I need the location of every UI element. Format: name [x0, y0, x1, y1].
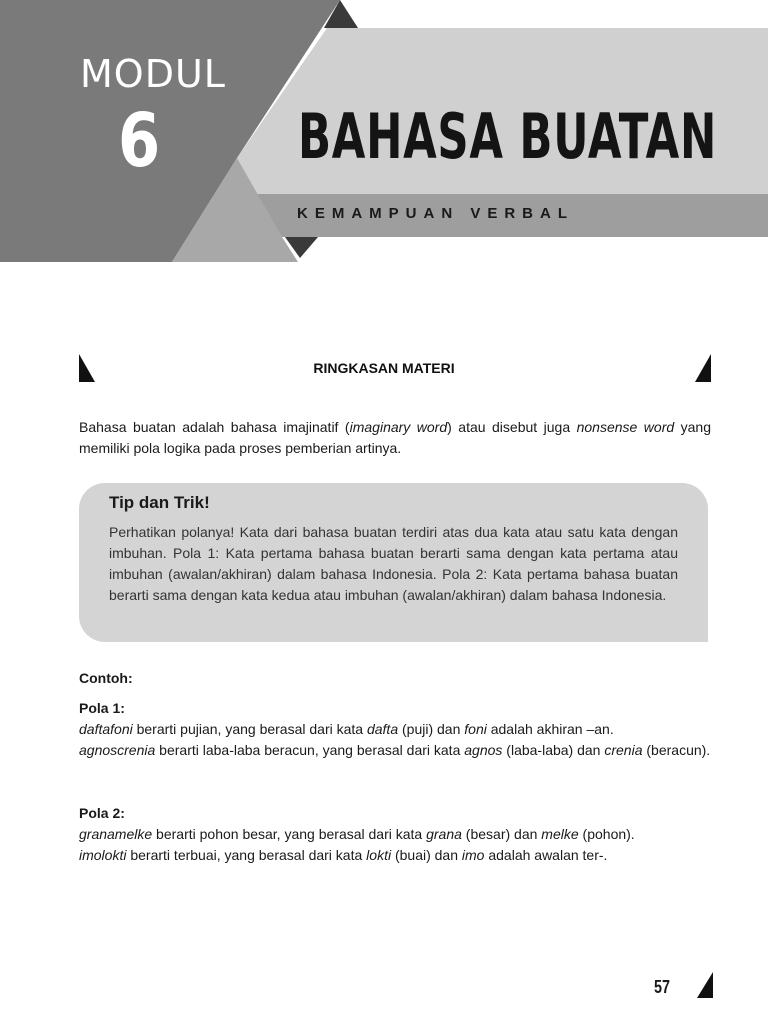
example-term: granamelke — [79, 826, 153, 842]
intro-term: imaginary word — [349, 419, 448, 435]
page-number: 57 — [654, 977, 671, 997]
example-line — [79, 845, 711, 866]
example-line — [79, 740, 711, 761]
example-term: lokti — [366, 847, 392, 863]
intro-paragraph — [79, 417, 711, 459]
example-text: (pohon). — [578, 826, 635, 842]
page-corner-mark-icon — [697, 972, 713, 1000]
example-line — [79, 824, 711, 845]
example-term: foni — [464, 721, 487, 737]
example-term: grana — [426, 826, 462, 842]
example-text: adalah awalan ter-. — [484, 847, 608, 863]
example-text: berarti pujian, yang berasal dari kata — [132, 721, 367, 737]
example-text: (beracun). — [642, 742, 711, 758]
intro-text: Bahasa buatan adalah bahasa imajinatif ( — [79, 419, 350, 435]
pola-1-label: Pola 1: — [79, 700, 125, 716]
example-term: imo — [461, 847, 485, 863]
example-term: melke — [541, 826, 579, 842]
example-term: imolokti — [79, 847, 127, 863]
example-term: agnos — [464, 742, 503, 758]
example-text: (besar) dan — [461, 826, 542, 842]
example-term: daftafoni — [79, 721, 133, 737]
right-corner-mark-icon — [695, 354, 711, 384]
section-title: RINGKASAN MATERI — [313, 360, 455, 376]
chapter-title: BAHASA BUATAN — [298, 100, 717, 173]
example-text: (laba-laba) dan — [502, 742, 605, 758]
example-text: (puji) dan — [398, 721, 465, 737]
pola-2-label: Pola 2: — [79, 805, 125, 821]
tip-body: Perhatikan polanya! Kata dari bahasa buatan terdiri atas dua kata atau satu kata dengan imbuhan. Pola 1: Kata pertama bahasa buatan berarti sama dengan kata pertama atau imbuhan (awalan/akhiran) dalam bahasa Indonesia. Pola 2: Kata pertama bahasa buatan berarti sama dengan kata kedua atau imbuhan (awalan/akhiran) dalam bahasa Indonesia. — [109, 524, 678, 603]
example-text: (buai) dan — [391, 847, 462, 863]
example-term: dafta — [366, 721, 399, 737]
modul-number: 6 — [118, 98, 161, 184]
example-term: agnoscrenia — [79, 742, 156, 758]
tip-title: Tip dan Trik! — [109, 493, 210, 512]
chapter-subtitle: KEMAMPUAN VERBAL — [297, 205, 574, 222]
intro-text: yang memiliki pola logika pada proses pemberian artinya. — [79, 419, 711, 456]
intro-text: ) atau disebut juga — [447, 419, 577, 435]
pola-1-block — [79, 698, 711, 761]
tip-box — [79, 483, 708, 642]
example-text: berarti pohon besar, yang berasal dari kata — [152, 826, 427, 842]
example-line — [79, 719, 711, 740]
modul-label: MODUL — [80, 52, 226, 96]
example-term: crenia — [604, 742, 643, 758]
example-text: berarti laba-laba beracun, yang berasal dari kata — [155, 742, 465, 758]
example-text: berarti terbuai, yang berasal dari kata — [126, 847, 367, 863]
intro-term: nonsense word — [576, 419, 675, 435]
pola-2-block — [79, 803, 711, 866]
examples-label: Contoh: — [79, 670, 133, 686]
example-text: adalah akhiran –an. — [486, 721, 614, 737]
